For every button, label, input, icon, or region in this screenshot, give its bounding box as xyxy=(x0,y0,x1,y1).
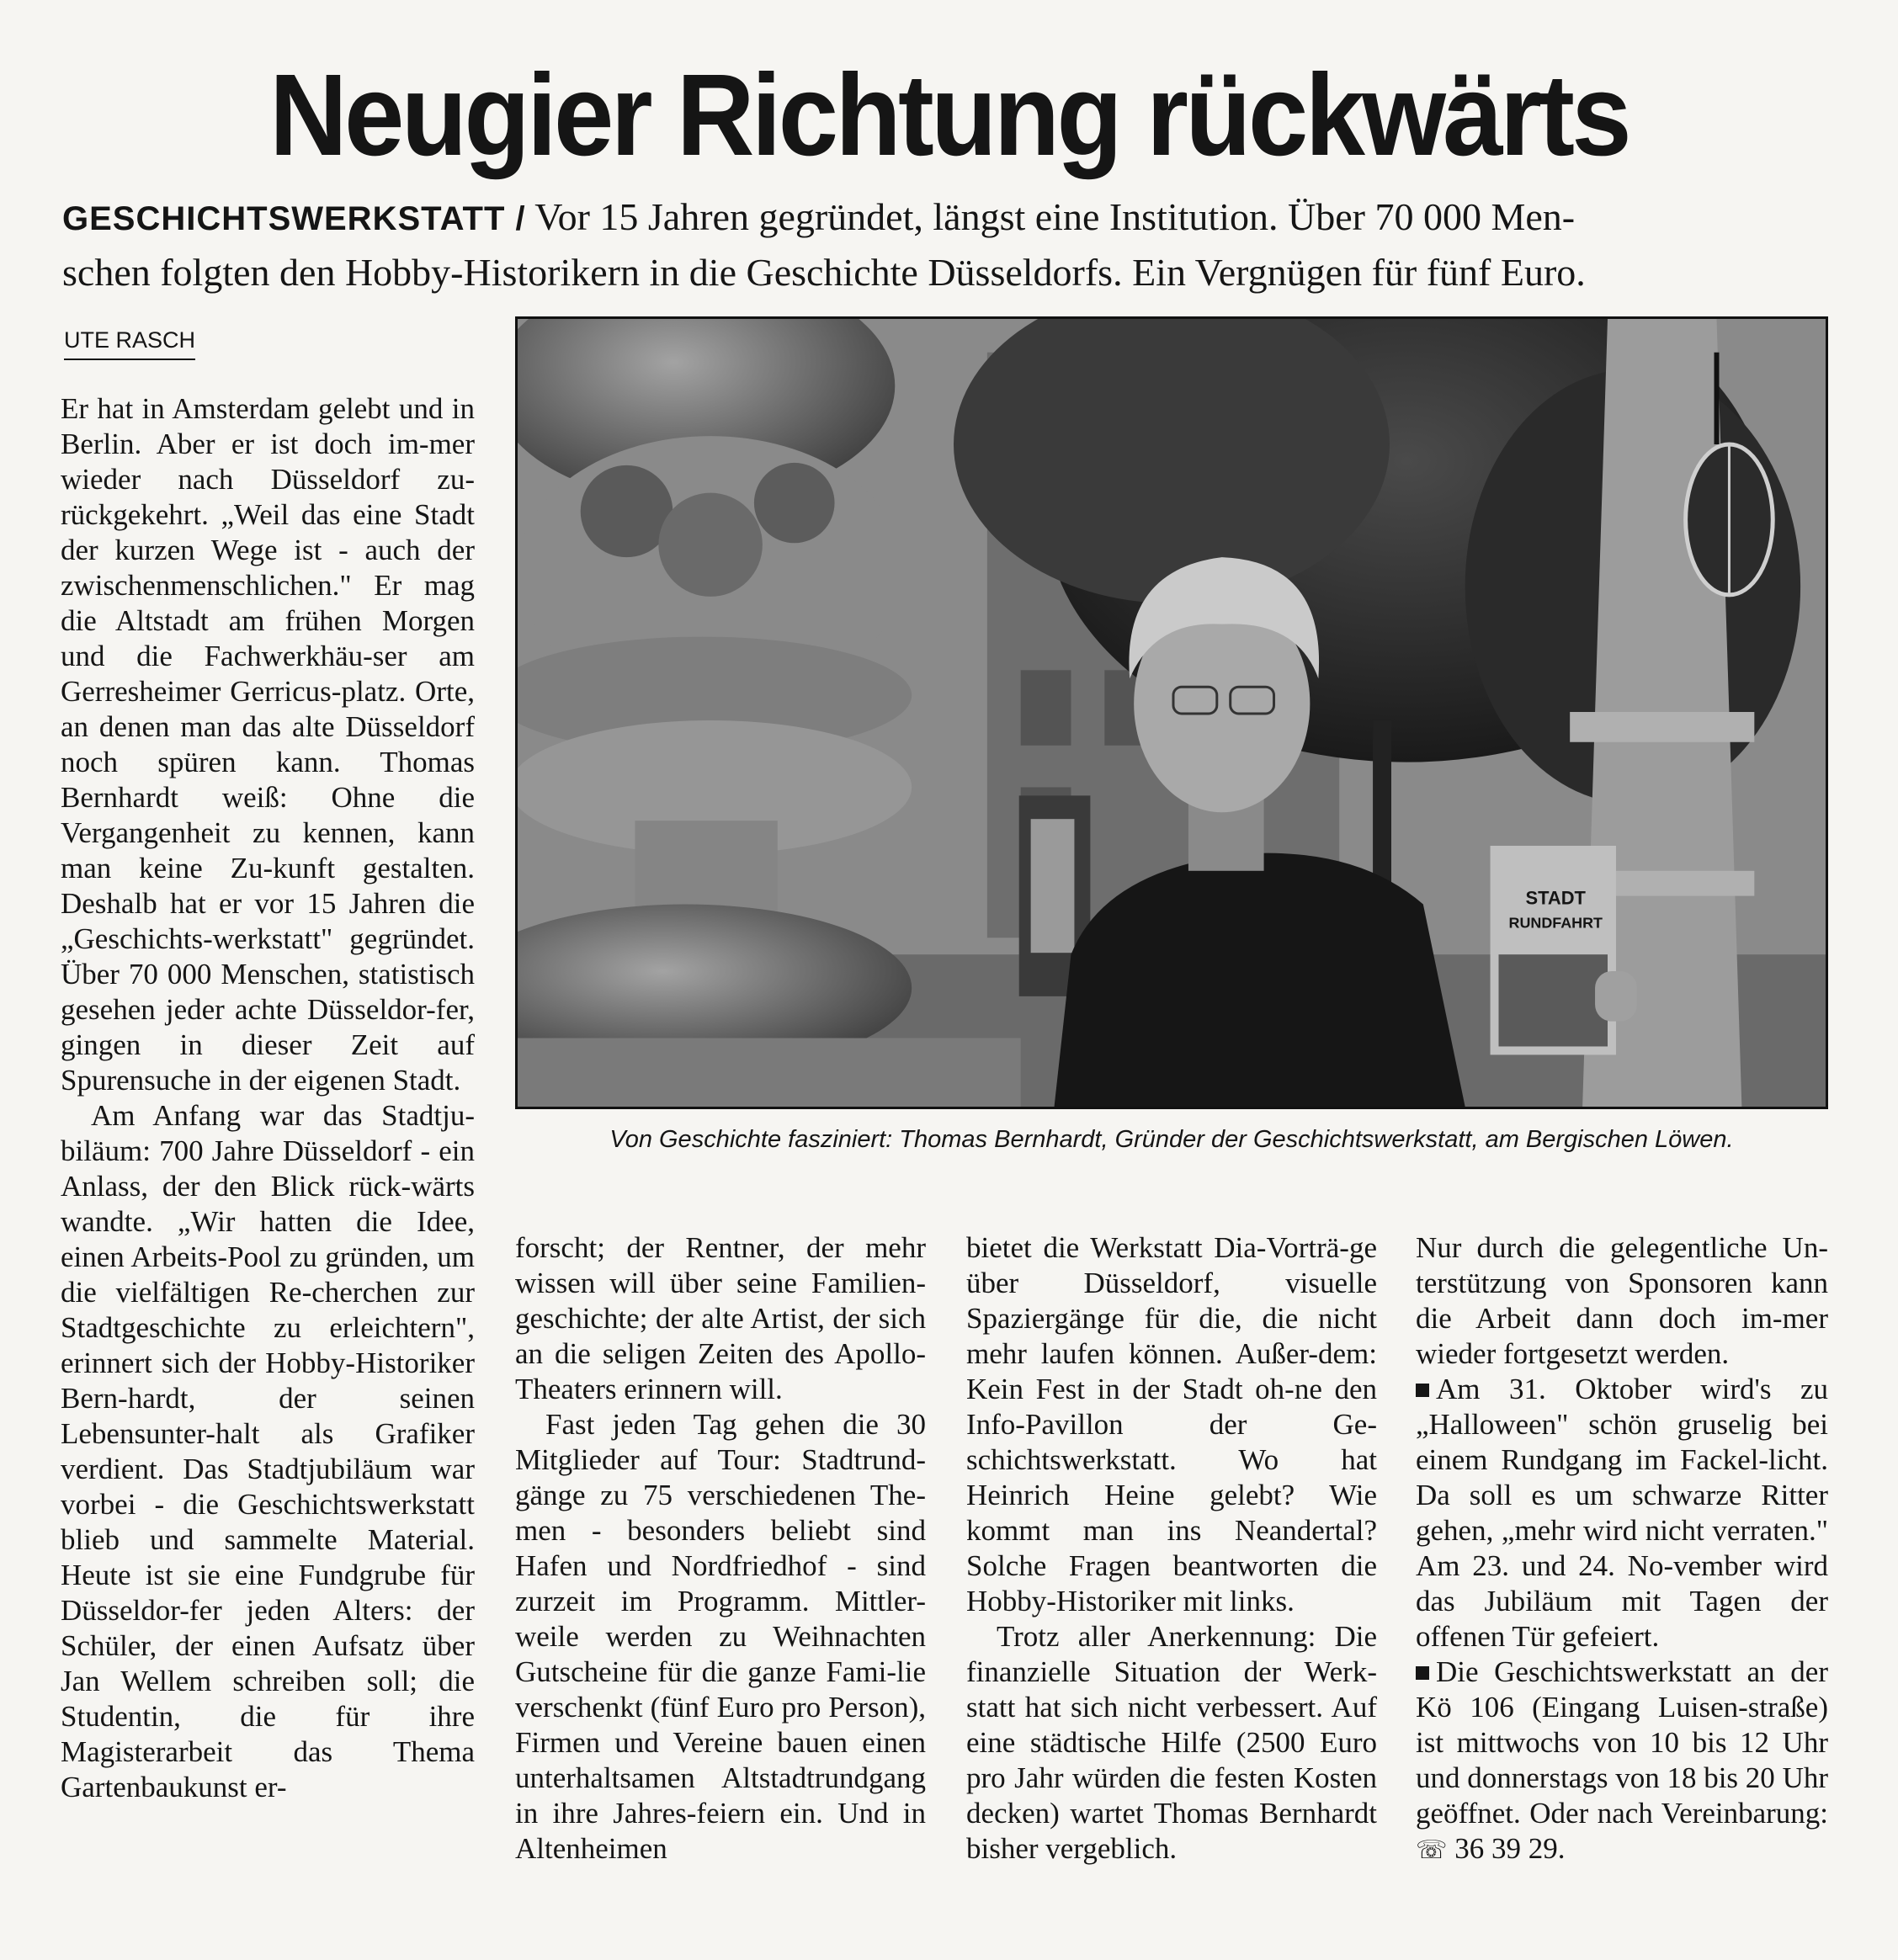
poster-sign-line1: STADT xyxy=(1525,887,1586,909)
kicker: GESCHICHTSWERKSTATT / xyxy=(62,200,526,237)
paragraph: Nur durch die gelegentliche Un-terstützung von Sponsoren kann die Arbeit dann doch im-mer wieder fortgesetzt werden. xyxy=(1416,1231,1828,1370)
article-column-1 xyxy=(61,391,475,1805)
paragraph: Trotz aller Anerkennung: Die finanzielle Situation der Werk-statt hat sich nicht verbessert. Auf eine städtische Hilfe (2500 Euro pro Jahr würden die festen Kosten decken) wartet Thomas Bernhardt bisher vergeblich. xyxy=(966,1620,1377,1865)
article-column-2 xyxy=(515,1230,926,1867)
poster-sign-line2: RUNDFAHRT xyxy=(1508,914,1603,932)
subheadline xyxy=(62,190,1746,300)
article-photo xyxy=(515,316,1828,1109)
phone-icon: ☏ xyxy=(1416,1836,1448,1864)
article-column-4 xyxy=(1416,1230,1828,1868)
photo-caption: Von Geschichte fasziniert: Thomas Bernhardt, Gründer der Geschichtswerkstatt, am Bergischen Löwen. xyxy=(609,1126,1734,1153)
paragraph: Am Anfang war das Stadtju-biläum: 700 Jahre Düsseldorf - ein Anlass, der den Blick rück-wärts wandte. „Wir hatten die Idee, einen Arbeits-Pool zu gründen, um die vielfältigen Re-cherchen zur Stadtgeschichte zu erleichtern", erinnert sich der Hobby-Historiker Bern-hardt, der seinen Lebensunter-halt als Grafiker verdient. Das Stadtjubiläum war vorbei - die Geschichtswerkstatt blieb und sammelte Material. Heute ist sie eine Fundgrube für Düsseldor-fer jeden Alters: der Schüler, der einen Aufsatz über Jan Wellem schreiben soll; die Studentin, die für ihre Magisterarbeit das Thema Gartenbaukunst er- xyxy=(61,1099,475,1803)
info-block xyxy=(1416,1655,1828,1868)
paragraph: Er hat in Amsterdam gelebt und in Berlin. Aber er ist doch im-mer wieder nach Düsseldorf zu-rückgekehrt. „Weil das eine Stadt der kurzen Wege ist - auch der zwischenmenschlichen." Er mag die Altstadt am frühen Morgen und die Fachwerkhäu-ser am Gerresheimer Gerricus-platz. Orte, an denen man das alte Düsseldorf noch spüren kann. Thomas Bernhardt weiß: Ohne die Vergangenheit zu kennen, kann man keine Zu-kunft gestalten. Deshalb hat er vor 15 Jahren die „Geschichts-werkstatt" gegründet. Über 70 000 Menschen, statistisch gesehen jeder achte Düsseldor-fer, gingen in dieser Zeit auf Spurensuche in der eigenen Stadt. xyxy=(61,392,475,1097)
bullet-square-icon xyxy=(1416,1666,1429,1680)
byline: UTE RASCH xyxy=(64,327,195,360)
paragraph-text: Die Geschichtswerkstatt an der Kö 106 (Eingang Luisen-straße) ist mittwochs von 10 bis 12 Uhr und donnerstags von 18 bis 20 Uhr geöffnet. Oder nach Vereinbarung: xyxy=(1416,1655,1828,1830)
paragraph: bietet die Werkstatt Dia-Vorträ-ge über Düsseldorf, visuelle Spaziergänge für die, die nicht mehr laufen können. Außer-dem: Kein Fest in der Stadt oh-ne den Info-Pavillon der Ge-schichtswerkstatt. Wo hat Heinrich Heine gelebt? Wie kommt man ins Neandertal? Solche Fragen beantworten die Hobby-Historiker mit links. xyxy=(966,1231,1377,1617)
headline: Neugier Richtung rückwärts xyxy=(269,50,1629,180)
photo-illustration xyxy=(518,319,1826,1107)
bullet-square-icon xyxy=(1416,1384,1429,1397)
article-column-3 xyxy=(966,1230,1377,1867)
phone-number: 36 39 29. xyxy=(1447,1832,1566,1865)
info-block xyxy=(1416,1372,1828,1655)
subheadline-text: Vor 15 Jahren gegründet, längst eine Institution. Über 70 000 Men- schen folgten den Hobby-Historikern in die Geschichte Düsseldorfs. Ein Vergnügen für fünf Euro. xyxy=(62,195,1586,294)
paragraph: forscht; der Rentner, der mehr wissen will über seine Familien-geschichte; der alte Artist, der sich an die seligen Zeiten des Apollo-Theaters erinnern will. xyxy=(515,1231,926,1405)
paragraph: Fast jeden Tag gehen die 30 Mitglieder auf Tour: Stadtrund-gänge zu 75 verschiedenen The-men - besonders beliebt sind Hafen und Nordfriedhof - sind zurzeit im Programm. Mittler-weile werden zu Weihnachten Gutscheine für die ganze Fami-lie verschenkt (fünf Euro pro Person), Firmen und Vereine bauen einen unterhaltsamen Altstadtrundgang in ihre Jahres-feiern ein. Und in Altenheimen xyxy=(515,1408,926,1865)
paragraph-text: Am 31. Oktober wird's zu „Halloween" schön gruselig bei einem Rundgang im Fackel-licht. Da soll es um schwarze Ritter gehen, „mehr wird nicht verraten." Am 23. und 24. No-vember wird das Jubiläum mit Tagen der offenen Tür gefeiert. xyxy=(1416,1373,1828,1653)
